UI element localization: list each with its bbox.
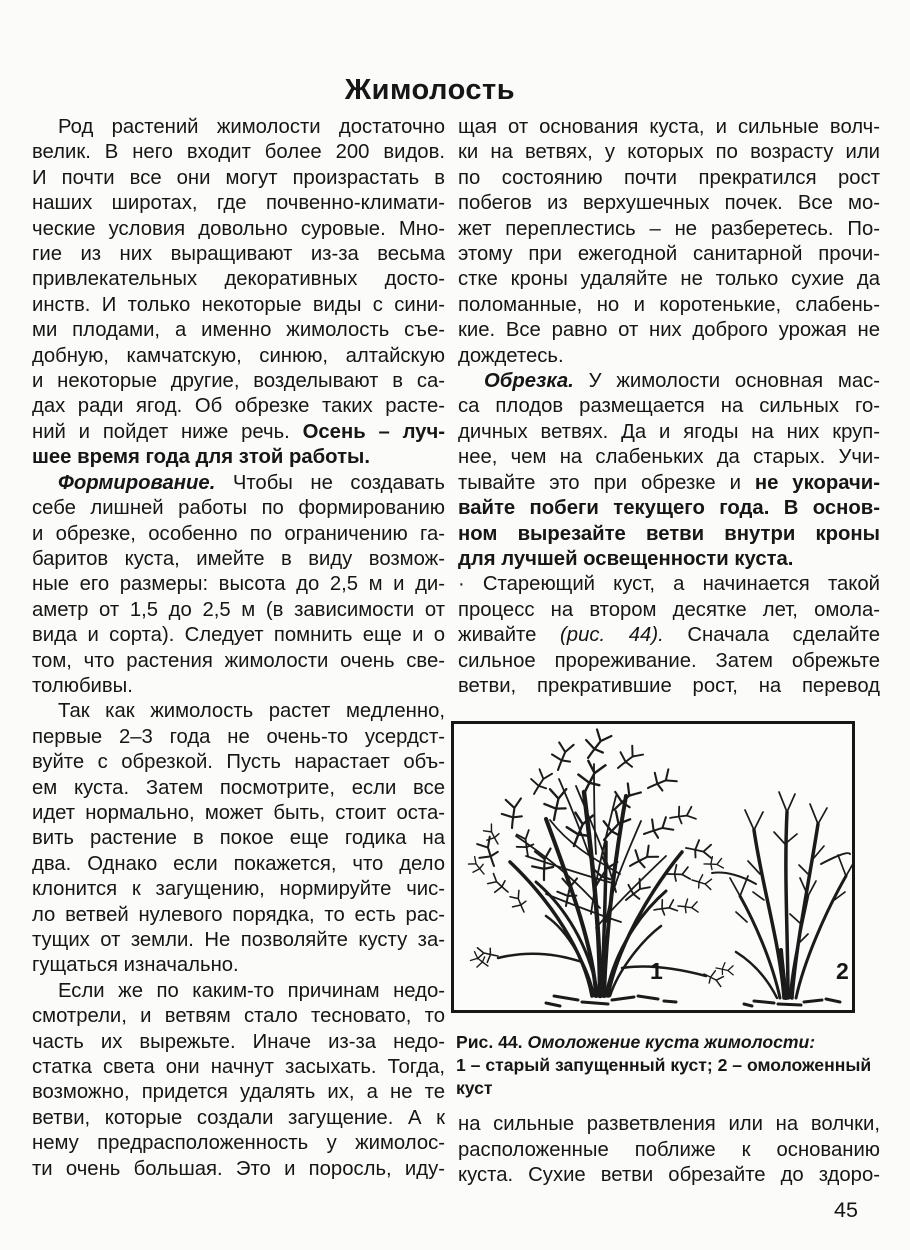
text-line: инств. И только некоторые виды с сини-	[32, 293, 445, 316]
text-line: процесс на втором десятке лет, омола-	[458, 598, 880, 621]
text-line: вить растение в покое еще годика на	[32, 827, 445, 850]
text-line: ном вырезайте ветви внутри кроны	[458, 522, 880, 545]
right-column-bottom-text	[458, 1112, 880, 1188]
text-line: нему предрасположенность у жимолос-	[32, 1132, 445, 1155]
text-line: ки на ветвях, у которых по возрасту или	[458, 141, 880, 164]
text-line: шее время года для зтой работы.	[32, 446, 370, 469]
text-line: себе лишней работы по формированию	[32, 497, 445, 520]
text-line: этому при ежегодной санитарной прочи-	[458, 243, 880, 266]
text-line: два. Однако если покажется, что дело	[32, 852, 445, 875]
text-line: ний и пойдет ниже речь. Осень – луч-	[32, 420, 445, 443]
text-line: Род растений жимолости достаточно	[58, 116, 445, 138]
ground-strokes-left	[546, 996, 676, 1006]
text-line: добную, камчатскую, синюю, алтайскую	[32, 344, 445, 367]
text-line: часть их вырежьте. Иначе из-за недо-	[32, 1030, 445, 1053]
left-column	[32, 115, 445, 1189]
text-columns	[32, 115, 880, 1189]
text-line: идет нормально, может быть, стоит оста-	[32, 801, 445, 824]
text-line: живайте (рис. 44). Сначала сделайте	[458, 624, 880, 647]
text-line: ти очень большая. Это и поросль, иду-	[32, 1157, 445, 1180]
text-line: Так как жимолость растет медленно,	[58, 700, 445, 723]
text-line: вайте побеги текущего года. В основ-	[458, 497, 880, 520]
text-line: кие. Все равно от них доброго урожая не	[458, 319, 880, 342]
text-line: куста. Сухие ветви обрезайте до здоро-	[458, 1164, 880, 1187]
text-line: ные его размеры: высота до 2,5 м и ди-	[32, 573, 445, 596]
text-line: тущих от земли. Не позволяйте кусту за-	[32, 929, 445, 951]
text-line: са плодов размещается на сильных го-	[458, 395, 880, 418]
figure-44	[451, 721, 855, 1013]
text-line: баритов куста, имейте в виду возмож-	[32, 547, 445, 570]
text-line: поломанные, но и коротенькие, слабень-	[458, 293, 880, 316]
text-line: клонится к загущению, нормируйте чис-	[32, 878, 445, 901]
right-column-top-text	[458, 115, 880, 699]
text-line: 1 – старый запущенный куст; 2 – омоложенный	[456, 1055, 872, 1076]
text-line: и обрезке, особенно по ограничению га-	[32, 522, 445, 545]
ground-strokes-right	[744, 999, 840, 1006]
text-line: гие из них выращивают из-за весьма	[32, 243, 445, 266]
text-line: возможно, придется удалять их, а не те	[32, 1081, 445, 1104]
text-line: гущаться изначально.	[32, 954, 239, 977]
text-line: тывайте это при обрезке и не укорачи-	[458, 471, 881, 494]
text-line: Формирование. Чтобы не создавать	[58, 471, 445, 494]
text-line: ми плодами, а именно жимолость съе-	[32, 319, 445, 342]
right-column	[458, 115, 880, 1189]
text-line: наших широтах, где почвенно-климати-	[32, 192, 445, 215]
text-line: ветви, прекратившие рост, на перевод	[458, 674, 880, 697]
text-line: по состоянию почти прекратился рост	[458, 166, 880, 189]
text-line: щая от основания куста, и сильные волч-	[458, 116, 880, 138]
text-line: статка света они начнут засыхать. Тогда,	[32, 1056, 445, 1079]
text-line: и некоторые другие, возделывают в са-	[32, 370, 445, 393]
text-line: ветви, которые создали загущение. А к	[32, 1106, 445, 1129]
text-line: сильное прореживание. Затем обрежьте	[458, 649, 880, 672]
text-line: дах ради ягод. Об обрезке таких расте-	[32, 395, 445, 418]
text-line: велик. В него входит более 200 видов.	[32, 141, 445, 164]
text-line: · Стареющий куст, а начинается такой	[458, 573, 880, 596]
text-line: том, что растения жимолости очень све-	[32, 649, 445, 672]
text-line: нее, чем на слабеньких да старых. Учи-	[458, 446, 880, 469]
text-line: куст	[456, 1078, 493, 1099]
text-line: первые 2–3 года не очень-то усердст-	[32, 725, 445, 748]
old-bush-illustration	[466, 728, 735, 1007]
text-line: Рис. 44. Омоложение куста жимолости:	[456, 1032, 816, 1053]
text-line: стке кроны удаляйте не только сухие да	[458, 268, 880, 291]
text-line: на сильные разветвления или на волчки,	[458, 1113, 880, 1136]
text-line: ло ветвей нулевого порядка, то есть рас-	[32, 903, 445, 926]
text-line: вида и сорта). Следует помнить еще и о	[32, 624, 445, 647]
text-line: привлекательных декоративных досто-	[32, 268, 445, 291]
text-line: побегов из верхушечных почек. Все мо-	[458, 192, 880, 215]
text-line: расположенные поближе к основанию	[458, 1138, 880, 1161]
text-line: Если же по каким-то причинам недо-	[58, 979, 445, 1002]
page-title: Жимолость	[344, 74, 516, 106]
text-line: вуйте с обрезкой. Пусть нарастает объ-	[32, 751, 445, 774]
text-line: дичных ветвях. Да и ягоды на них круп-	[458, 420, 880, 443]
figure-label-1: 1	[650, 958, 663, 985]
text-line: для лучшей освещенности куста.	[458, 547, 794, 570]
figure-label-2: 2	[836, 958, 849, 985]
text-line: дождетесь.	[458, 344, 564, 367]
text-line: аметр от 1,5 до 2,5 м (в зависимости от	[32, 598, 445, 621]
text-line: толюбивы.	[32, 674, 133, 697]
text-line: ческие условия довольно суровые. Мно-	[32, 217, 445, 240]
page-number: 45	[834, 1198, 858, 1222]
text-line: жет переплестись – не разберетесь. По-	[458, 217, 880, 240]
text-line: ем куста. Затем посмотрите, если все	[32, 776, 445, 799]
figure-caption	[456, 1031, 880, 1100]
text-line: смотрели, и ветвям стало тесновато, то	[32, 1005, 445, 1028]
text-line: Обрезка. У жимолости основная мас-	[484, 370, 880, 393]
text-line: И почти все они могут произрастать в	[32, 166, 445, 189]
